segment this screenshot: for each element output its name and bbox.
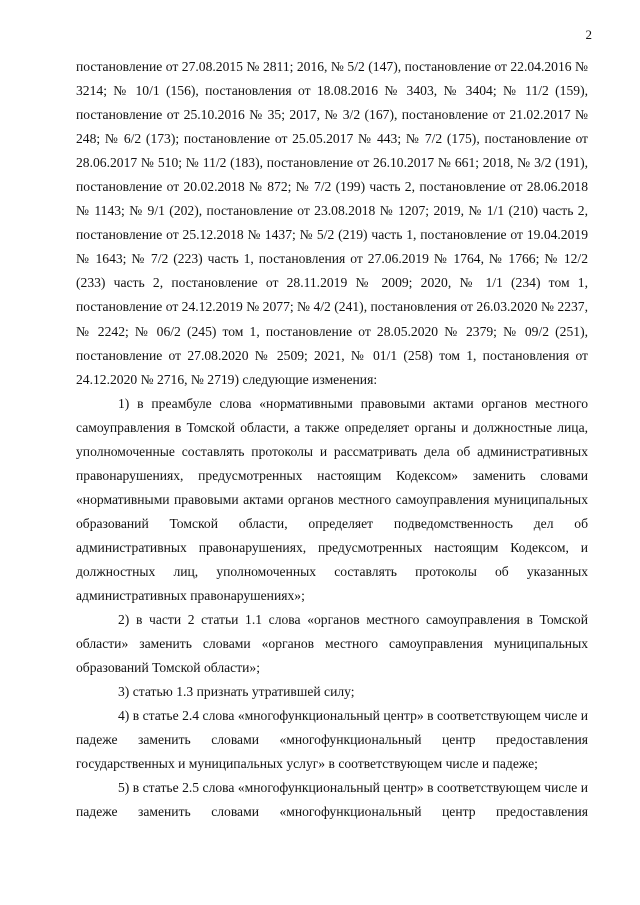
document-body (76, 55, 588, 825)
paragraph-item-5: 5) в статье 2.5 слова «многофункциональный центр» в соответствующем числе и падеже заменить словами «многофункциональный центр предоставления (76, 780, 588, 820)
paragraph-amendment-sources: постановление от 27.08.2015 № 2811; 2016, № 5/2 (147), постановление от 22.04.2016 № 3214; № 10/1 (156), постановления от 18.08.2016 № 3403, № 3404; № 11/2 (159), постановление от 25.10.2016 № 35; 2017, № 3/2 (167), постановление от 21.02.2017 № 248; № 6/2 (173); постановление от 25.05.2017 № 443; № 7/2 (175), постановление от 28.06.2017 № 510; № 11/2 (183), постановление от 26.10.2017 № 661; 2018, № 3/2 (191), постановление от 20.02.2018 № 872; № 7/2 (199) часть 2, постановление от 28.06.2018 № 1143; № 9/1 (202), постановление от 23.08.2018 № 1207; 2019, № 1/1 (210) часть 2, постановление от 25.12.2018 № 1437; № 5/2 (219) часть 1, постановление от 19.04.2019 № 1643; № 7/2 (223) часть 1, постановления от 27.06.2019 № 1764, № 1766; № 12/2 (233) часть 2, постановление от 28.11.2019 № 2009; 2020, № 1/1 (234) том 1, постановление от 24.12.2019 № 2077; № 4/2 (241), постановления от 26.03.2020 № 2237, № 2242; № 06/2 (245) том 1, постановление от 28.05.2020 № 2379; № 09/2 (251), постановление от 27.08.2020 № 2509; 2021, № 01/1 (258) том 1, постановления от 24.12.2020 № 2716, № 2719) следующие изменения: (76, 59, 588, 387)
paragraph-item-4: 4) в статье 2.4 слова «многофункциональный центр» в соответствующем числе и падеже заменить словами «многофункциональный центр предоставления государственных и муниципальных услуг» в соответствующем числе и падеже; (76, 708, 588, 772)
page-number: 2 (585, 27, 592, 42)
paragraph-item-2: 2) в части 2 статьи 1.1 слова «органов местного самоуправления в Томской области» заменить словами «органов местного самоуправления муниципальных образований Томской области»; (76, 612, 588, 676)
paragraph-item-1: 1) в преамбуле слова «нормативными правовыми актами органов местного самоуправления в Томской области, а также определяет органы и должностные лица, уполномоченные составлять протоколы и рассматривать дела об административных правонарушениях, предусмотренных настоящим Кодексом» заменить словами «нормативными правовыми актами органов местного самоуправления муниципальных образований Томской области, определяет подведомственность дел об административных правонарушениях, предусмотренных настоящим Кодексом, и должностных лиц, уполномоченных составлять протоколы об указанных административных правонарушениях»; (76, 395, 588, 604)
paragraph-item-3: 3) статью 1.3 признать утратившей силу; (118, 684, 355, 700)
